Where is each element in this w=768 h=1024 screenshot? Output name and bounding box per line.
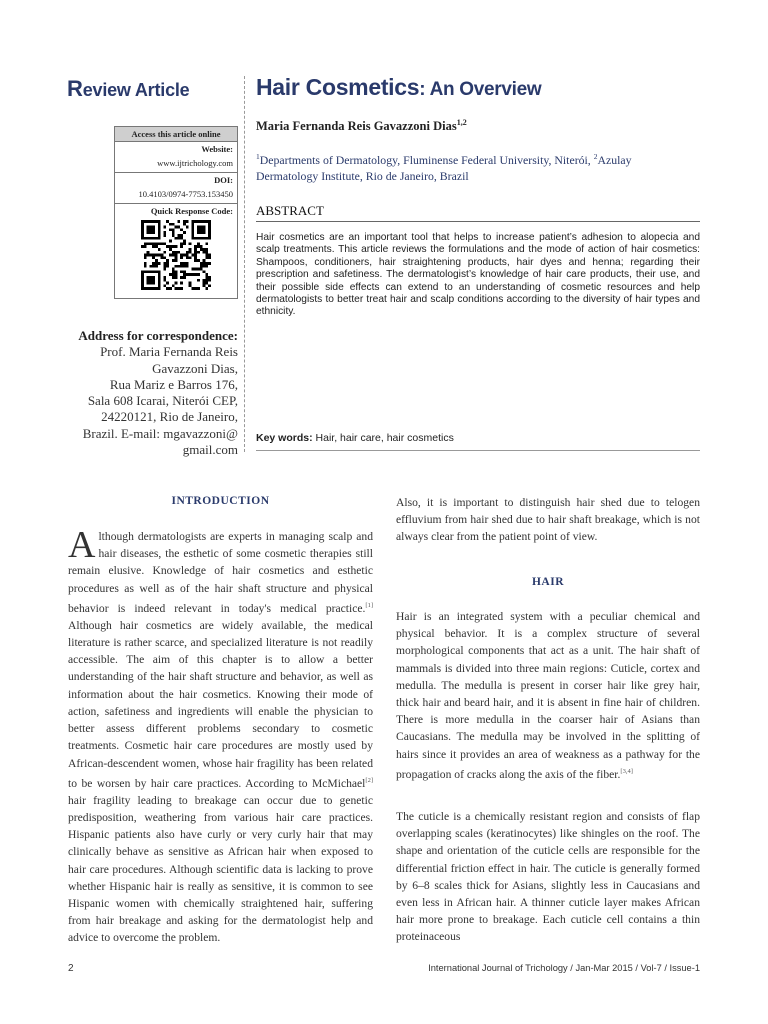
keywords: Key words: Hair, hair care, hair cosmetics: [256, 432, 454, 444]
qr-label: Quick Response Code:: [150, 206, 233, 216]
hair-paragraph-2: The cuticle is a chemically resistant region and consists of flap overlapping scales (keratinocytes) like shingles on the roof. The shape and orientation of the cuticle cells are responsible for the differential friction effect in hair. The cuticle is generally formed by 6–8 scales thick for Asians, slightly less in Caucasians and even less in African hair. A thinner cuticle layer makes African hair more prone to breakage. Each cuticle cell contains a thin proteinaceous: [396, 810, 700, 944]
address-line: Rua Mariz e Barros 176,: [109, 376, 238, 392]
address-line: Sala 608 Icarai, Niterói CEP,: [87, 393, 238, 409]
introduction-heading: INTRODUCTION: [171, 495, 270, 507]
journal-footer: International Journal of Trichology / Jan-Mar 2015 / Vol-7 / Issue-1: [428, 963, 700, 973]
address-line: Gavazzoni Dias,: [152, 360, 238, 376]
address-line: 24220121, Rio de Janeiro,: [101, 409, 238, 425]
article-type-label: Review Article: [67, 76, 190, 101]
drop-cap: A: [68, 524, 96, 566]
author-name: Maria Fernanda Reis Gavazzoni Dias$^{1,2}$: [256, 118, 467, 134]
citation-ref[interactable]: [1]: [365, 601, 373, 609]
address-line: Prof. Maria Fernanda Reis: [100, 344, 238, 360]
doi-link[interactable]: 10.4103/0974-7753.153450: [115, 185, 237, 204]
keywords-rule: [256, 450, 700, 451]
website-link[interactable]: www.ijtrichology.com: [115, 154, 237, 173]
access-box-header: Access this article online: [115, 127, 237, 142]
page-number: 2: [68, 963, 74, 974]
continued-paragraph: Also, it is important to distinguish hair shed due to telogen effluvium from hair shed due to hair shaft breakage, which is not always clear from the patient point of view.: [396, 496, 700, 544]
abstract-heading: ABSTRACT: [256, 203, 324, 218]
introduction-text: Although dermatologists are experts in managing scalp and hair diseases, the esthetic of some cosmetic therapies still remain elusive. Knowledge of hair cosmetics and esthetic procedures as well as of the hair shaft structure and physical behavior is indeed relevant in today's medical practice.[1] Although hair cosmetics are widely available, the medical literature is rather scarce, and specialized literature is not readily accessible. The aim of this chapter is to allow a better understanding of the hair shaft structure and behavior, as well as information about the hair cosmetics. Knowing their mode of action, safetiness and ingredients will enable the physician to better assess different problems secondary to cosmetic treatments. Cosmetic hair care procedures are mostly used by African-descendent women, whose hair fragility has been related to be worsen by hair care practices. According to McMichael[2] hair fragility leading to breakage can occur due to genetic predisposition, weathering from various hair care practices. Hispanic patients also have curly or very curly hair that may clinically behave as sensitive as African hair when exposed to hair care procedures. Although scientific data is lacking to prove whether Hispanic hair is really as sensitive, it is common to see Hispanic women with chemically straightened hair, suffering from hair breakage and asking for the dermatologist help and advice to overcome the problem.: [68, 524, 373, 945]
hair-paragraph-1: Hair is an integrated system with a peculiar chemical and physical behavior. It is a complex structure of several morphological components that act as a unit. The hair shaft of mammals is divided into three main regions: Cuticle, cortex and medulla. The medulla is present in corser hair like grey hair, thick hair and beard hair, and it is absent in fine hair of children. There is more medulla in the coarser hair of Asians than Caucasians. The medulla may be involved in the splitting of hairs since it provides an area of weakness as a pathway for the propagation of cracks along the axis of the fiber.[3,4]: [396, 610, 700, 781]
qr-code-icon[interactable]: [141, 220, 211, 290]
abstract-rule: [256, 221, 700, 222]
citation-ref[interactable]: [2]: [365, 776, 373, 784]
abstract-text: Hair cosmetics are an important tool that helps to increase patient’s adhesion to alopecia and scalp treatments. This article reviews the formulations and the mode of action of hair cosmetics: Shampoos, conditioners, hair straightening products, hair dyes and henna; regarding their prescription and safetiness. The dermatologist’s knowledge of hair care products, their use, and their possible side effects can extend to an understanding of cosmetic resources and help dermatologists to better treat hair and scalp conditions according to the diversity of hair types and ethnicity.: [256, 232, 700, 318]
doi-label: DOI:: [214, 175, 233, 185]
hair-heading: HAIR: [531, 576, 565, 588]
article-title: Hair Cosmetics: An Overview: [256, 74, 542, 100]
email-line-cont[interactable]: gmail.com: [182, 442, 238, 458]
access-info-box: [114, 126, 238, 299]
correspondence-address: [60, 328, 238, 458]
website-label: Website:: [201, 144, 233, 154]
author-affiliation: $^1$Departments of Dermatology, Fluminense Federal University, Niterói, $^2$Azulay Dermatology Institute, Rio de Janeiro, Brazil: [256, 152, 632, 183]
citation-ref[interactable]: [3,4]: [620, 767, 633, 775]
email-line[interactable]: Brazil. E-mail: mgavazzoni@: [82, 425, 238, 441]
correspondence-title: Address for correspondence:: [78, 328, 238, 343]
column-divider: [244, 76, 245, 452]
